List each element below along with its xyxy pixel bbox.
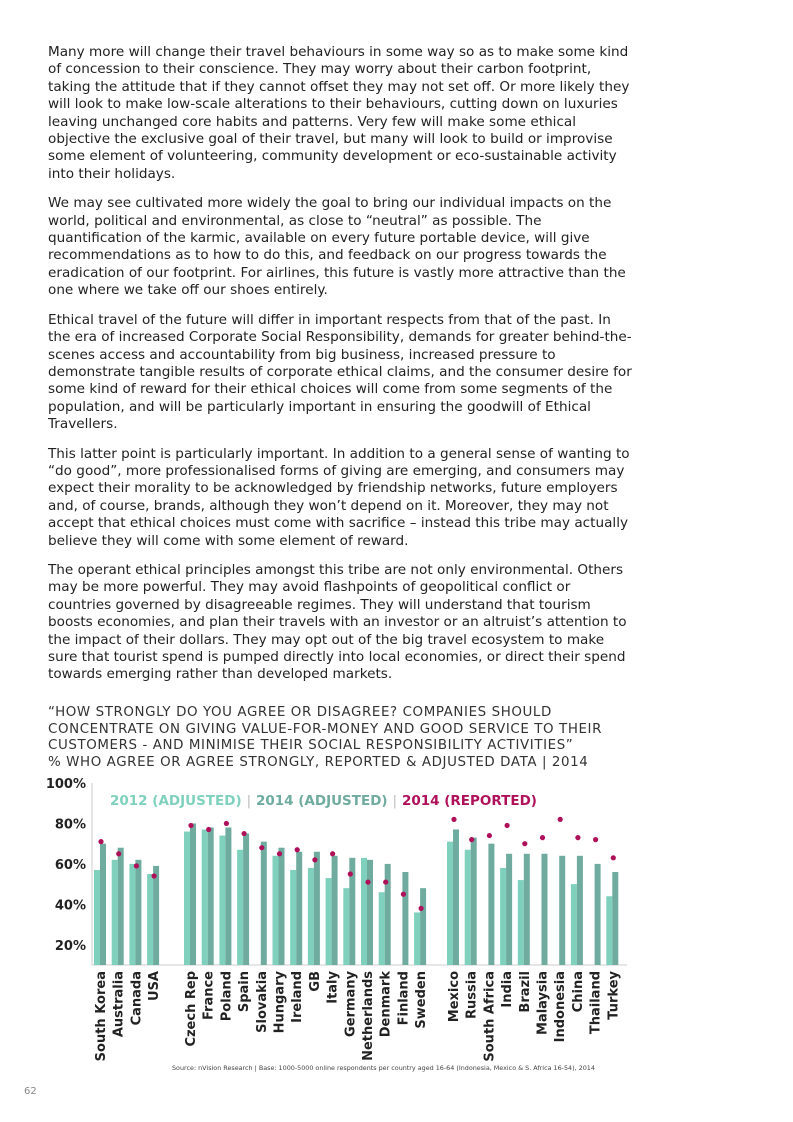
bar-2012-adjusted xyxy=(273,856,279,965)
bar-2014-adjusted xyxy=(100,844,106,965)
dot-2014-reported xyxy=(312,857,317,862)
dot-2014-reported xyxy=(558,817,563,822)
chart-title-line: CONCENTRATE ON GIVING VALUE-FOR-MONEY AND GOOD SERVICE TO THEIR xyxy=(48,721,602,737)
dot-2014-reported xyxy=(242,831,247,836)
bar-2014-adjusted xyxy=(402,872,408,965)
x-tick-label: Indonesia xyxy=(553,971,569,1043)
bar-2012-adjusted xyxy=(447,842,453,965)
x-tick-label: Brazil xyxy=(517,971,533,1013)
bar-2014-adjusted xyxy=(506,854,512,965)
y-tick-label: 20% xyxy=(54,938,86,954)
bar-2012-adjusted xyxy=(202,830,208,965)
dot-2014-reported xyxy=(487,833,492,838)
bar-2014-adjusted xyxy=(524,854,530,965)
x-tick-label: France xyxy=(201,971,217,1021)
bar-2014-adjusted xyxy=(135,860,141,965)
dot-2014-reported xyxy=(277,851,282,856)
bar-2014-adjusted xyxy=(595,864,601,965)
legend-separator: | xyxy=(387,793,402,809)
bar-2012-adjusted xyxy=(518,880,524,965)
y-tick-label: 40% xyxy=(54,898,86,914)
bar-2012-adjusted xyxy=(500,868,506,965)
x-tick-label: Netherlands xyxy=(361,971,376,1061)
dot-2014-reported xyxy=(152,873,157,878)
y-tick-label: 100% xyxy=(45,777,86,792)
bar-2014-adjusted xyxy=(542,854,548,965)
chart-title-line: “HOW STRONGLY DO YOU AGREE OR DISAGREE? COMPANIES SHOULD xyxy=(48,705,552,720)
dot-2014-reported xyxy=(295,847,300,852)
bar-2014-adjusted xyxy=(471,838,477,965)
bar-2014-adjusted xyxy=(225,827,231,965)
x-tick-label: China xyxy=(570,971,586,1013)
bar-2014-adjusted xyxy=(243,834,249,965)
chart-source: Source: nVision Research | Base: 1000-5000 online respondents per country aged 16-64 (Indonesia, Mexico & S. Africa 16-54), 2014 xyxy=(172,1064,595,1072)
x-tick-label: Russia xyxy=(464,971,480,1019)
bar-2014-adjusted xyxy=(385,864,391,965)
bar-2012-adjusted xyxy=(147,874,153,965)
x-tick-label: Spain xyxy=(237,971,253,1013)
x-tick-label: Slovakia xyxy=(254,971,270,1033)
bar-2014-adjusted xyxy=(208,827,214,965)
dot-2014-reported xyxy=(540,835,545,840)
bar-2012-adjusted xyxy=(290,870,296,965)
dot-2014-reported xyxy=(98,839,103,844)
paragraph: The operant ethical principles amongst this tribe are not only environmental. Others may be more powerful. They may avoid flashpoints of geopolitical conflict or countries governed by disagreeable regimes. They will understand that tourism boosts economies, and plan their travels with an investor or an altruist’s attention to the impact of their dollars. They may opt out of the big travel ecosystem to make sure that tourist spend is pumped directly into local economies, or direct their spend towards emerging rather than developed markets. xyxy=(48,561,627,683)
bar-2012-adjusted xyxy=(343,888,349,965)
legend-item: 2012 (ADJUSTED) xyxy=(110,793,242,809)
dot-2014-reported xyxy=(611,855,616,860)
x-tick-label: Ireland xyxy=(290,971,306,1023)
bar-2012-adjusted xyxy=(414,912,420,965)
x-tick-label: South Africa xyxy=(482,971,498,1062)
x-tick-label: Hungary xyxy=(272,971,288,1034)
dot-2014-reported xyxy=(134,863,139,868)
bar-2012-adjusted xyxy=(129,864,135,965)
bar-2014-adjusted xyxy=(577,856,583,965)
bar-2012-adjusted xyxy=(308,868,314,965)
dot-2014-reported xyxy=(469,837,474,842)
x-tick-label: USA xyxy=(147,971,163,1001)
bar-2014-adjusted xyxy=(367,860,373,965)
x-tick-label: Australia xyxy=(111,971,127,1038)
bar-2012-adjusted xyxy=(606,896,612,965)
x-tick-label: Turkey xyxy=(606,971,622,1020)
legend-item: 2014 (ADJUSTED) xyxy=(255,793,388,809)
dot-2014-reported xyxy=(451,817,456,822)
bar-2012-adjusted xyxy=(361,858,367,965)
dot-2014-reported xyxy=(206,827,211,832)
x-tick-label: India xyxy=(500,971,516,1008)
paragraph: Many more will change their travel behaviours in some way so as to make some kind of concession to their conscience. They may worry about their carbon footprint, taking the attitude that if they cannot offset they may not set off. Or more likely they will look to make low-scale alterations to their behaviours, cutting down on luxuries leaving unchanged core habits and patterns. Very few will make some ethical objective the exclusive goal of their travel, but many will look to build or improvise some element of volunteering, community development or eco-sustainable activity into their holidays. xyxy=(48,44,630,182)
dot-2014-reported xyxy=(259,845,264,850)
dot-2014-reported xyxy=(575,835,580,840)
bar-2012-adjusted xyxy=(326,878,332,965)
bar-2014-adjusted xyxy=(279,848,285,965)
x-tick-label: Italy xyxy=(325,971,341,1004)
x-tick-label: South Korea xyxy=(94,971,109,1062)
dot-2014-reported xyxy=(224,821,229,826)
chart-title-line: % WHO AGREE OR AGREE STRONGLY, REPORTED & ADJUSTED DATA | 2014 xyxy=(48,754,589,770)
y-tick-label: 80% xyxy=(54,817,86,833)
x-tick-label: GB xyxy=(307,971,323,992)
dot-2014-reported xyxy=(419,906,424,911)
dot-2014-reported xyxy=(365,879,370,884)
dot-2014-reported xyxy=(401,892,406,897)
dot-2014-reported xyxy=(188,823,193,828)
x-tick-label: Canada xyxy=(129,971,145,1026)
chart-title-line: CUSTOMERS - AND MINIMISE THEIR SOCIAL RESPONSIBILITY ACTIVITIES” xyxy=(48,738,574,754)
x-tick-label: Czech Rep xyxy=(184,971,199,1047)
bar-2014-adjusted xyxy=(190,823,196,965)
x-tick-label: Finland xyxy=(396,971,412,1026)
bar-2014-adjusted xyxy=(296,852,302,965)
dot-2014-reported xyxy=(593,837,598,842)
bar-2012-adjusted xyxy=(571,884,577,965)
bar-2014-adjusted xyxy=(261,842,267,965)
bar-2012-adjusted xyxy=(237,850,243,965)
x-tick-label: Poland xyxy=(219,971,235,1022)
bar-2014-adjusted xyxy=(153,866,159,965)
legend-separator: | xyxy=(241,793,256,809)
bar-2014-adjusted xyxy=(612,872,618,965)
bar-2012-adjusted xyxy=(184,832,190,965)
dot-2014-reported xyxy=(383,879,388,884)
bar-2012-adjusted xyxy=(465,850,471,965)
dot-2014-reported xyxy=(116,851,121,856)
paragraph: This latter point is particularly important. In addition to a general sense of wanting to “do good”, more professionalised forms of giving are emerging, and consumers may expect their morality to be acknowledged by friendship networks, future employers and, of course, brands, although they won’t depend on it. Moreover, they may not accept that ethical choices must come with sacrifice – instead this tribe may actually believe they will come with some element of reward. xyxy=(48,445,630,549)
page-number: 62 xyxy=(24,1086,37,1097)
dot-2014-reported xyxy=(522,841,527,846)
dot-2014-reported xyxy=(348,871,353,876)
x-tick-label: Germany xyxy=(343,971,359,1037)
bar-2014-adjusted xyxy=(118,848,124,965)
bar-2014-adjusted xyxy=(420,888,426,965)
bar-2014-adjusted xyxy=(332,856,338,965)
bar-2014-adjusted xyxy=(559,856,565,965)
dot-2014-reported xyxy=(505,823,510,828)
x-tick-label: Denmark xyxy=(378,971,394,1038)
y-tick-label: 60% xyxy=(54,857,86,873)
chart-legend xyxy=(110,793,537,809)
bar-2014-adjusted xyxy=(488,844,494,965)
bar-2012-adjusted xyxy=(112,860,118,965)
x-tick-label: Malaysia xyxy=(535,971,551,1035)
legend-item: 2014 (REPORTED) xyxy=(401,793,537,809)
bar-2014-adjusted xyxy=(453,830,459,965)
paragraph: We may see cultivated more widely the goal to bring our individual impacts on the world, political and environmental, as close to “neutral” as possible. The quantification of the karmic, available on every future portable device, will give recommendations as to how to do this, and feedback on our progress towards the eradication of our footprint. For airlines, this future is vastly more attractive than the one where we take off our shoes entirely. xyxy=(48,195,626,299)
x-tick-label: Mexico xyxy=(447,971,462,1023)
dot-2014-reported xyxy=(330,851,335,856)
bar-2012-adjusted xyxy=(94,870,100,965)
bar-2012-adjusted xyxy=(219,836,225,965)
x-tick-label: Sweden xyxy=(414,971,430,1029)
bar-2014-adjusted xyxy=(314,852,320,965)
x-tick-label: Thailand xyxy=(588,971,604,1035)
bar-2012-adjusted xyxy=(379,892,385,965)
paragraph: Ethical travel of the future will differ in important respects from that of the past. In the era of increased Corporate Social Responsibility, demands for greater behind-the-scenes access and accountability from big business, increased pressure to demonstrate tangible results of corporate ethical claims, and the consumer desire for some kind of reward for their ethical choices will come from some segments of the population, and will be particularly important in ensuring the goodwill of Ethical Travellers. xyxy=(48,311,632,433)
